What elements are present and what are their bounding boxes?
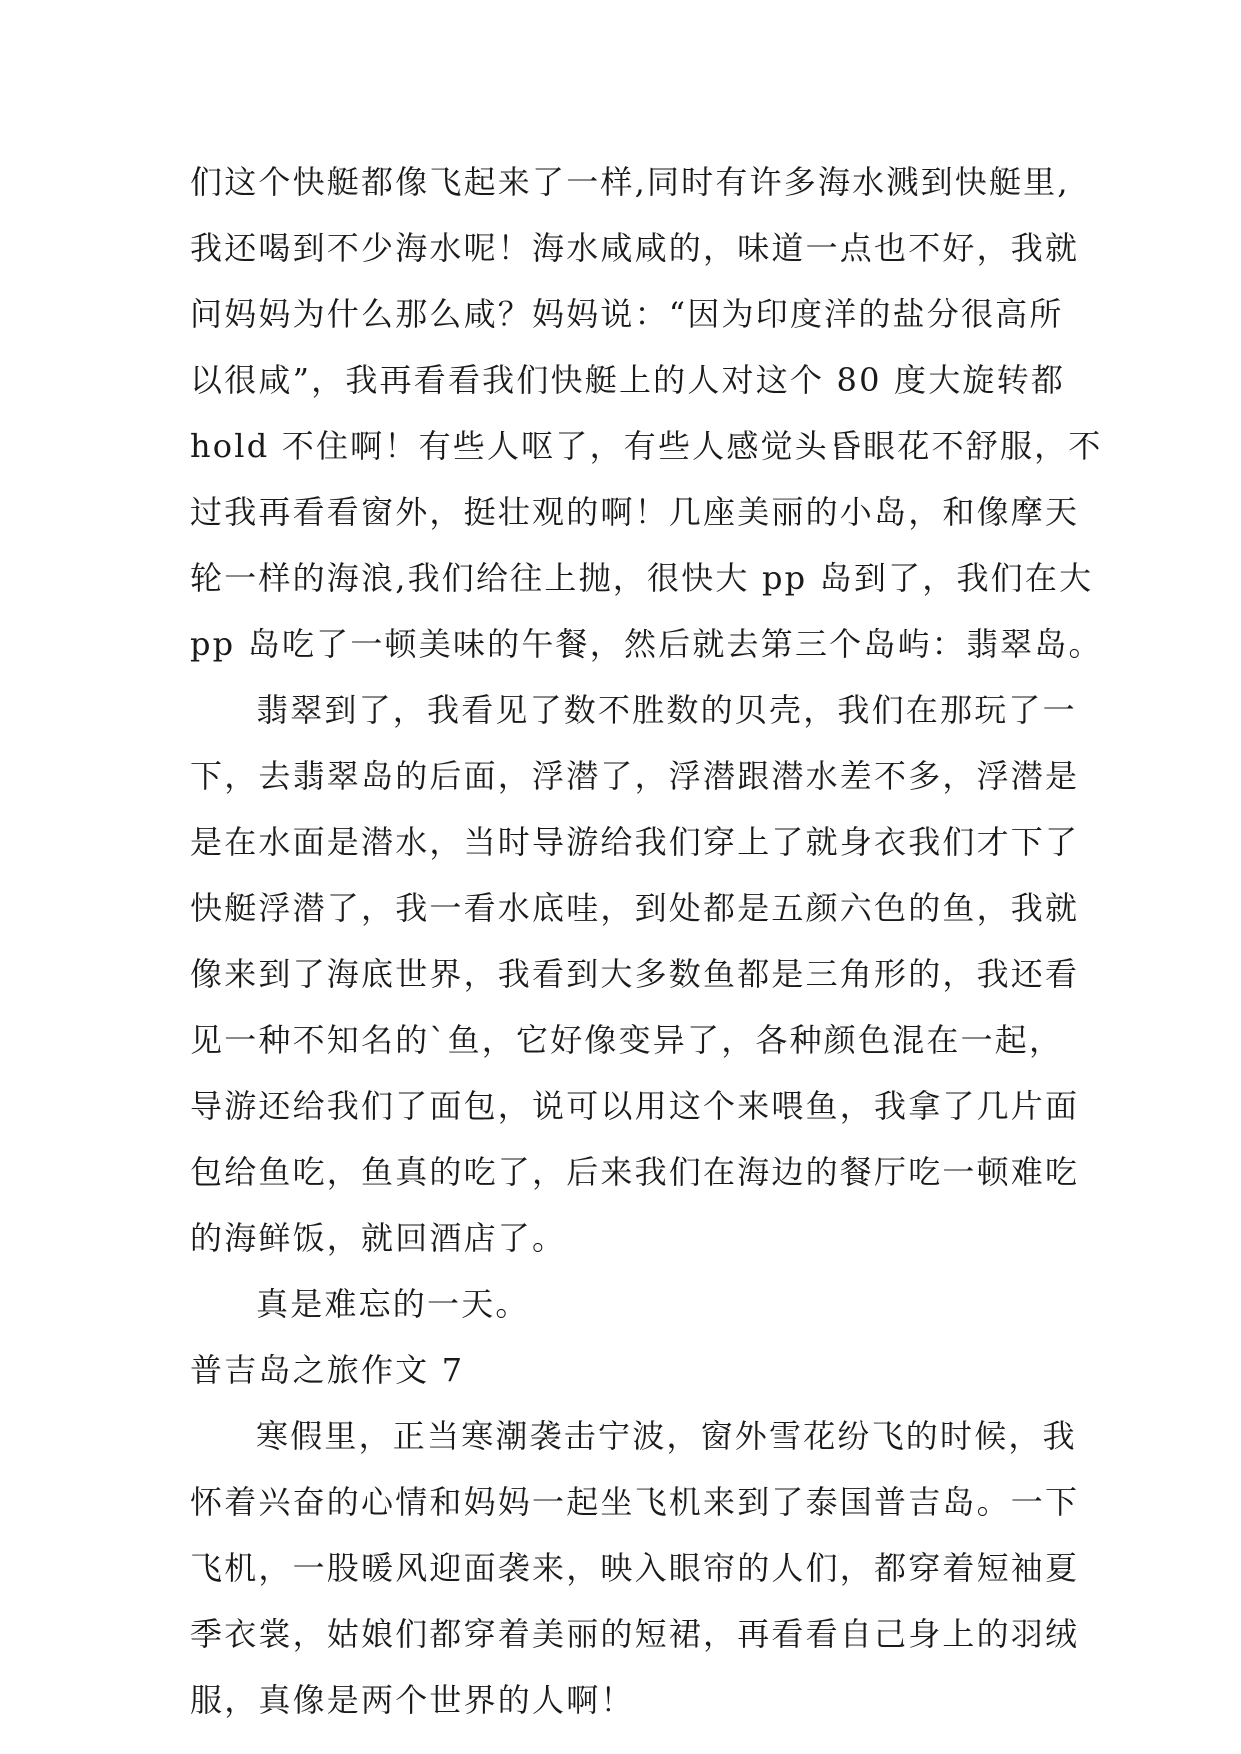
text-line: 导游还给我们了面包，说可以用这个来喂鱼，我拿了几片面: [190, 1087, 1080, 1125]
text-line: 真是难忘的一天。: [256, 1285, 530, 1323]
text-line: 翡翠到了，我看见了数不胜数的贝壳，我们在那玩了一: [256, 691, 1077, 729]
essay-text: [190, 160, 1103, 1744]
text-line: 季衣裳，姑娘们都穿着美丽的短裙，再看看自己身上的羽绒: [190, 1615, 1080, 1653]
text-line: 像来到了海底世界，我看到大多数鱼都是三角形的，我还看: [190, 955, 1080, 993]
section-heading: 普吉岛之旅作文 7: [190, 1351, 465, 1389]
text-line: 寒假里，正当寒潮袭击宁波，窗外雪花纷飞的时候，我: [256, 1417, 1077, 1455]
text-line: hold 不住啊！有些人呕了，有些人感觉头昏眼花不舒服，不: [190, 427, 1103, 465]
text-line: 问妈妈为什么那么咸？妈妈说：“因为印度洋的盐分很高所: [190, 295, 1064, 333]
text-line: 怀着兴奋的心情和妈妈一起坐飞机来到了泰国普吉岛。一下: [190, 1483, 1080, 1521]
text-line: 过我再看看窗外，挺壮观的啊！几座美丽的小岛，和像摩天: [190, 493, 1080, 531]
text-line: 快艇浮潜了，我一看水底哇，到处都是五颜六色的鱼，我就: [190, 889, 1080, 927]
text-line: 飞机，一股暖风迎面袭来，映入眼帘的人们，都穿着短袖夏: [190, 1549, 1080, 1587]
text-line: pp 岛吃了一顿美味的午餐，然后就去第三个岛屿：翡翠岛。: [190, 625, 1103, 663]
text-line: 我还喝到不少海水呢！海水咸咸的，味道一点也不好，我就: [190, 229, 1080, 267]
text-line: 服，真像是两个世界的人啊！: [190, 1681, 635, 1719]
text-line: 轮一样的海浪,我们给往上抛，很快大 pp 岛到了，我们在大: [190, 559, 1094, 597]
text-line: 是在水面是潜水，当时导游给我们穿上了就身衣我们才下了: [190, 823, 1080, 861]
text-line: 们这个快艇都像飞起来了一样,同时有许多海水溅到快艇里,: [190, 163, 1070, 201]
text-line: 包给鱼吃，鱼真的吃了，后来我们在海边的餐厅吃一顿难吃: [190, 1153, 1080, 1191]
text-line: 下，去翡翠岛的后面，浮潜了，浮潜跟潜水差不多，浮潜是: [190, 757, 1080, 795]
text-line: 见一种不知名的`鱼，它好像变异了，各种颜色混在一起，: [190, 1021, 1064, 1059]
text-line: 的海鲜饭，就回酒店了。: [190, 1219, 567, 1257]
text-line: 以很咸”，我再看看我们快艇上的人对这个 80 度大旋转都: [190, 361, 1066, 399]
